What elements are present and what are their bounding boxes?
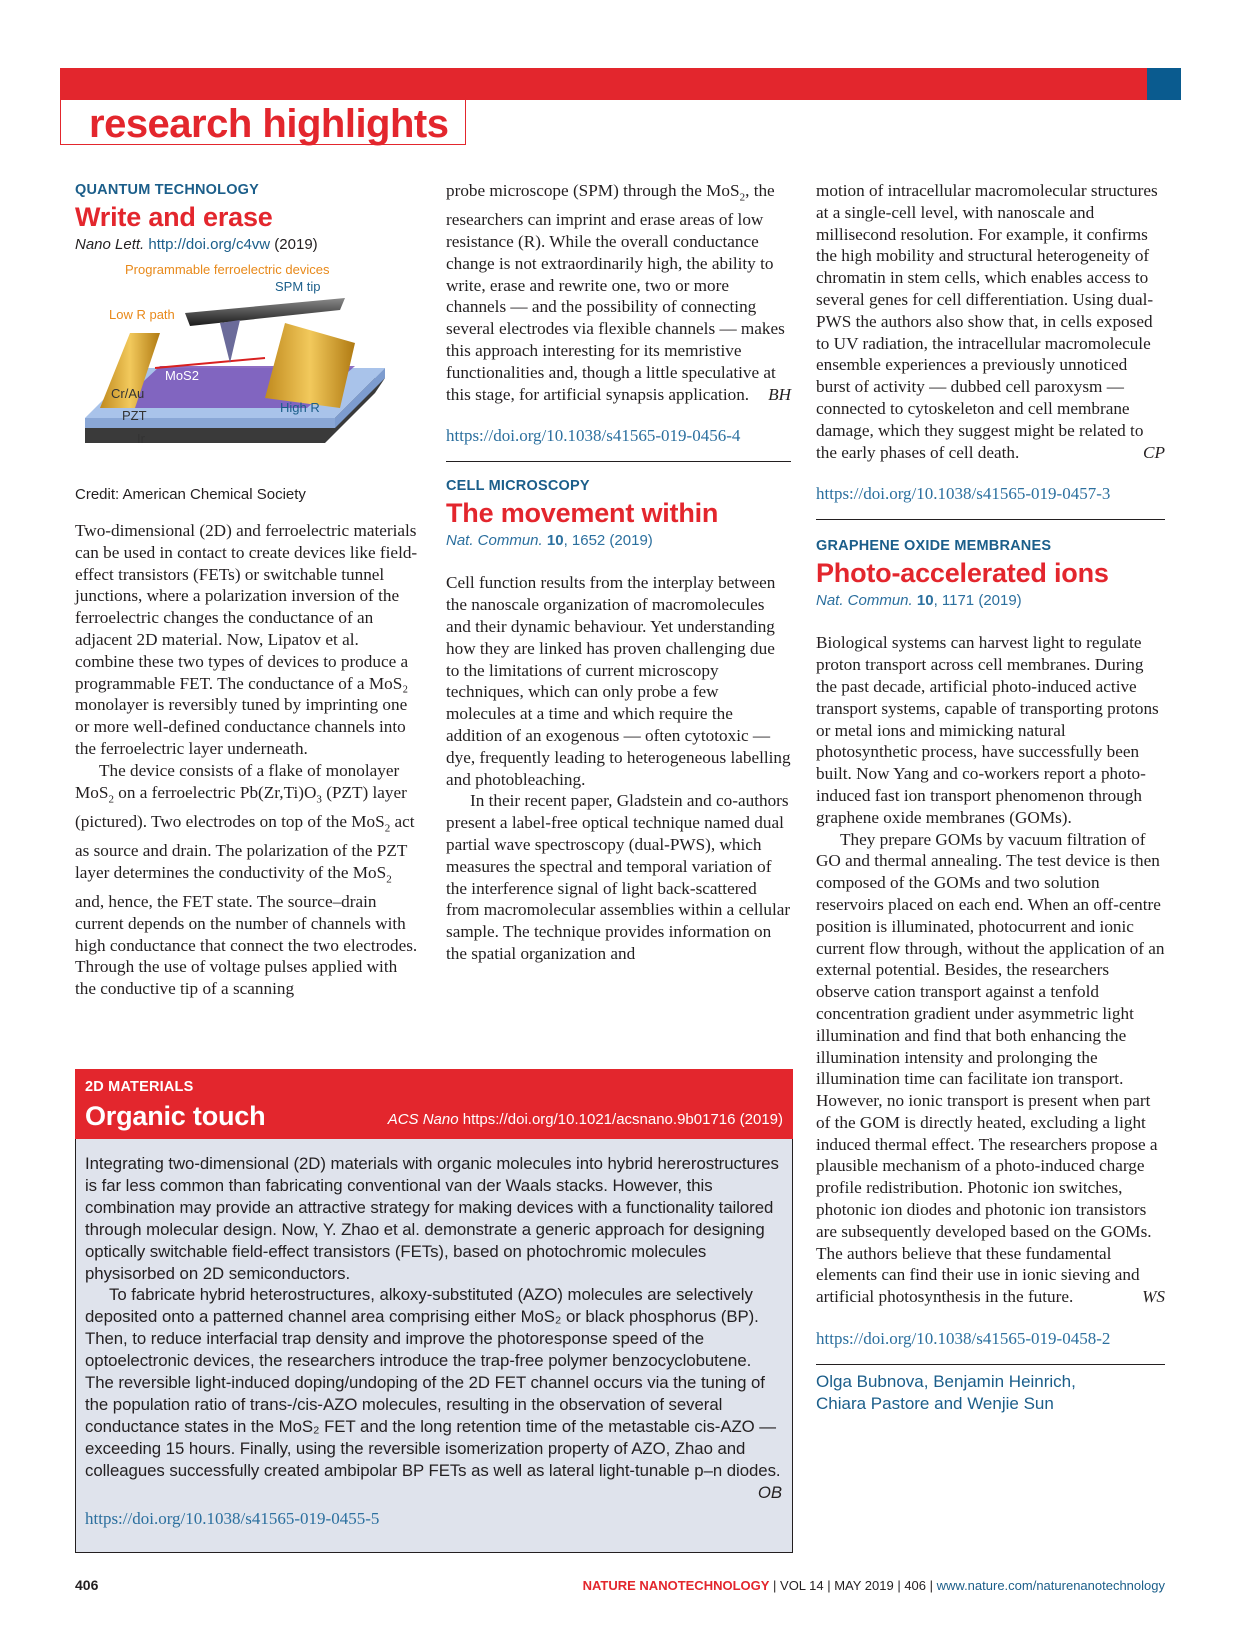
low-r-label: Low R path (109, 307, 175, 322)
figure-title-label: Programmable ferroelectric devices (125, 262, 330, 277)
page-number: 406 (75, 1577, 99, 1593)
article-title: Organic touch (85, 1101, 266, 1131)
device-illustration (75, 268, 422, 468)
header-bar-accent (1147, 68, 1181, 100)
article3-body (816, 632, 1165, 1308)
reference-year: (2019) (739, 1111, 783, 1128)
column-1 (75, 180, 422, 256)
article2-body-part2 (816, 180, 1165, 463)
section-header (60, 100, 466, 145)
article-reference (75, 234, 422, 256)
article3-paragraph-2-text: They prepare GOMs by vacuum filtration of GO and thermal annealing. The test device is then composed of the GOMs and two solution reservoirs placed on each end. When an off-centre position is illuminated, photocurrent and ionic current flow through, without the application of an external potential. Besides, the researchers observe cation transport against a tenfold concentration gradient under asymmetric light illumination and find that both enhancing the illumination intensity and prolonging the illumination time can facilitate ion transport. However, no ionic transport is present when part of the GOM is directly heated, excluding a light induced thermal effect. The researchers propose a plausible mechanism of a photo-induced charge profile redistribution. Photonic ion switches, photonic ion diodes and photonic ion transistors are subsequently developed based on the GOMs. The authors believe that these fundamental elements can find their use in ionic sieving and artificial photosynthesis in the future. (816, 829, 1165, 1307)
article-title: Photo-accelerated ions (816, 558, 1109, 589)
article-reference (388, 1111, 783, 1128)
article-reference (446, 530, 791, 552)
article1-body-part1 (75, 520, 422, 1000)
footer-info (583, 1578, 1165, 1593)
article1-body-part2 (446, 180, 791, 405)
footer-journal: NATURE NANOTECHNOLOGY (582, 1578, 770, 1593)
volume-number: 10 (546, 532, 564, 550)
article-category: CELL MICROSCOPY (446, 478, 590, 495)
figure-credit: Credit: American Chemical Society (75, 486, 306, 503)
column-3 (816, 180, 1165, 1415)
article-category: GRAPHENE OXIDE MEMBRANES (816, 538, 1052, 555)
divider (446, 461, 791, 462)
article2-paragraph-2-start: In their recent paper, Gladstein and co-authors present a label-free optical technique named dual partial wave spectroscopy (dual-PWS), which measures the spectral and temporal variation of the interference signal of light back-scattered from macromolecular assemblies within a cellular sample. The technique provides information on the spatial organization and (446, 791, 791, 963)
device-figure (75, 262, 422, 468)
article4-paragraph-1: Integrating two-dimensional (2D) materials with organic molecules into hybrid hererostructures is far less common than fabricating conventional van der Waals stacks. However, this combination may provide an attractive strategy for making devices with a functionality tailored through molecular design. Now, Y. Zhao et al. demonstrate a generic approach for designing optically switchable field-effect transistors (FETs), based on photochromic molecules physisorbed on 2D semiconductors. (85, 1154, 779, 1283)
footer-details: | VOL 14 | MAY 2019 | 406 | (769, 1578, 937, 1593)
mos2-label: MoS2 (165, 368, 199, 383)
pzt-label: PZT (122, 408, 147, 423)
article-category: 2D MATERIALS (85, 1079, 194, 1095)
spm-tip-label: SPM tip (275, 279, 321, 294)
article1-doi-link[interactable]: https://doi.org/10.1038/s41565-019-0456-4 (446, 426, 741, 446)
article4-doi-link[interactable]: https://doi.org/10.1038/s41565-019-0455-5 (85, 1508, 380, 1528)
author-initials: WS (1142, 1287, 1165, 1307)
authors-line-1: Olga Bubnova, Benjamin Heinrich, (816, 1372, 1076, 1392)
feature-box-header (75, 1069, 793, 1139)
journal-name: Nat. Commun. (816, 592, 913, 610)
author-initials: CP (1143, 442, 1165, 462)
section-title: research highlights (89, 102, 449, 146)
high-r-label: High R (280, 400, 320, 415)
authors-credit (816, 1371, 1165, 1415)
footer-url[interactable]: www.nature.com/naturenanotechnology (936, 1578, 1165, 1593)
column-2 (446, 180, 791, 965)
reference-year: (2019) (274, 236, 318, 253)
article1-paragraph-2-end: probe microscope (SPM) through the MoS$_2$, the researchers can imprint and erase areas of low resistance (R). While the overall conductance change is not extraordinarily high, the ability to write, erase and rewrite one, two or more channels — and the possibility of connecting several electrodes via flexible channels — makes this approach interesting for its memristive functionalities and, though a little speculative at this stage, for artificial synapsis application. BH (446, 181, 791, 404)
article3-paragraph-1: Biological systems can harvest light to regulate proton transport across cell membranes. During the past decade, artificial photo-induced active transport systems, capable of transporting protons or metal ions and mimicking natural photosynthetic process, have successfully been built. Now Yang and co-workers report a photo-induced fast ion transport phenomenon through graphene oxide membranes (GOMs). (816, 633, 1159, 827)
crau-label: Cr/Au (111, 386, 145, 401)
volume-number: 10 (916, 592, 934, 610)
article3-paragraph-2 (816, 829, 1165, 1309)
author-initials: OB (757, 1482, 782, 1502)
reference-pages: , 1652 (2019) (563, 532, 653, 550)
divider (816, 519, 1165, 520)
article-reference (816, 590, 1165, 612)
header-bar (60, 68, 1147, 100)
article-title: Write and erase (75, 202, 273, 232)
article2-doi-link[interactable]: https://doi.org/10.1038/s41565-019-0457-3 (816, 484, 1111, 504)
author-initials: BH (768, 384, 791, 404)
feature-box-body (75, 1139, 793, 1553)
journal-name: Nano Lett. (75, 236, 145, 253)
authors-line-2: Chiara Pastore and Wenjie Sun (816, 1394, 1054, 1414)
article1-paragraph-2-start: The device consists of a flake of monolayer MoS$_2$ on a ferroelectric $Pb(Zr,Ti)O_3$ (PZT) layer (pictured). Two electrodes on top of the MoS$_2$ act as source and drain. The polarization of the PZT layer determines the conductivity of the MoS$_2$ and, hence, the FET state. The source–drain current depends on the number of channels with high conductance that connect the two electrodes. Through the use of voltage pulses applied with the conductive tip of a scanning (75, 760, 418, 999)
article-category: QUANTUM TECHNOLOGY (75, 182, 260, 198)
article4-paragraph-2-text: To fabricate hybrid heterostructures, alkoxy-substituted (AZO) molecules are selectively deposited onto a patterned channel area comprising either MoS₂ or black phosphorus (BP). Then, to reduce interfacial trap density and improve the photoresponse speed of the optoelectronic devices, the researchers introduce the trap-free polymer benzocyclobutene. The reversible light-induced doping/undoping of the 2D FET channel occurs via the tuning of the population ratio of trans-/cis-AZO molecules, resulting in the observation of several conductance states in the MoS₂ FET and the long retention time of the metastable cis-AZO — exceeding 15 hours. Finally, using the reversible isomerization property of AZO, Zhao and colleagues successfully created ambipolar BP FETs as well as lateral light-tunable p–n diodes. (85, 1285, 781, 1480)
article2-body-part1 (446, 572, 791, 964)
divider (816, 1364, 1165, 1365)
article2-paragraph-1: Cell function results from the interplay between the nanoscale organization of macromolecules and their dynamic behaviour. Yet understanding how they are linked has proven challenging due to the limitations of current microscopy techniques, which can only probe a few molecules at a time and which require the addition of an exogenous — often cytotoxic — dye, frequently leading to heterogeneous labelling and photobleaching. (446, 573, 791, 789)
reference-link[interactable]: https://doi.org/10.1021/acsnano.9b01716 (462, 1111, 736, 1128)
journal-name: Nat. Commun. (446, 532, 543, 550)
journal-name: ACS Nano (387, 1111, 459, 1128)
article4-body (85, 1153, 782, 1502)
ir-label: Ir (137, 431, 145, 446)
article4-paragraph-2 (85, 1284, 782, 1502)
reference-pages: , 1171 (2019) (933, 592, 1022, 610)
article3-doi-link[interactable]: https://doi.org/10.1038/s41565-019-0458-2 (816, 1329, 1111, 1349)
reference-link[interactable]: http://doi.org/c4vw (148, 236, 271, 253)
article1-paragraph-1: Two-dimensional (2D) and ferroelectric materials can be used in contact to create devices like field-effect transistors (FETs) or switchable tunnel junctions, where a polarization inversion of the ferroelectric changes the conductance of an adjacent 2D material. Now, Lipatov et al. combine these two types of devices to produce a programmable FET. The conductance of a MoS₂ monolayer is reversibly tuned by imprinting one or more well-defined conductance channels into the ferroelectric layer underneath. (75, 521, 418, 758)
article-title: The movement within (446, 498, 719, 529)
article2-paragraph-2-end: motion of intracellular macromolecular structures at a single-cell level, with nanoscale and millisecond resolution. For example, it confirms the high mobility and structural heterogeneity of chromatin in stem cells, which enables access to several genes for cell differentiation. Using dual-PWS the authors also show that, in cells exposed to UV radiation, the intracellular macromolecule ensemble experiences a previously unnoticed burst of activity — dubbed cell paroxysm — connected to cytoskeleton and cell membrane damage, which they suggest might be related to the early phases of cell death. CP (816, 181, 1165, 462)
